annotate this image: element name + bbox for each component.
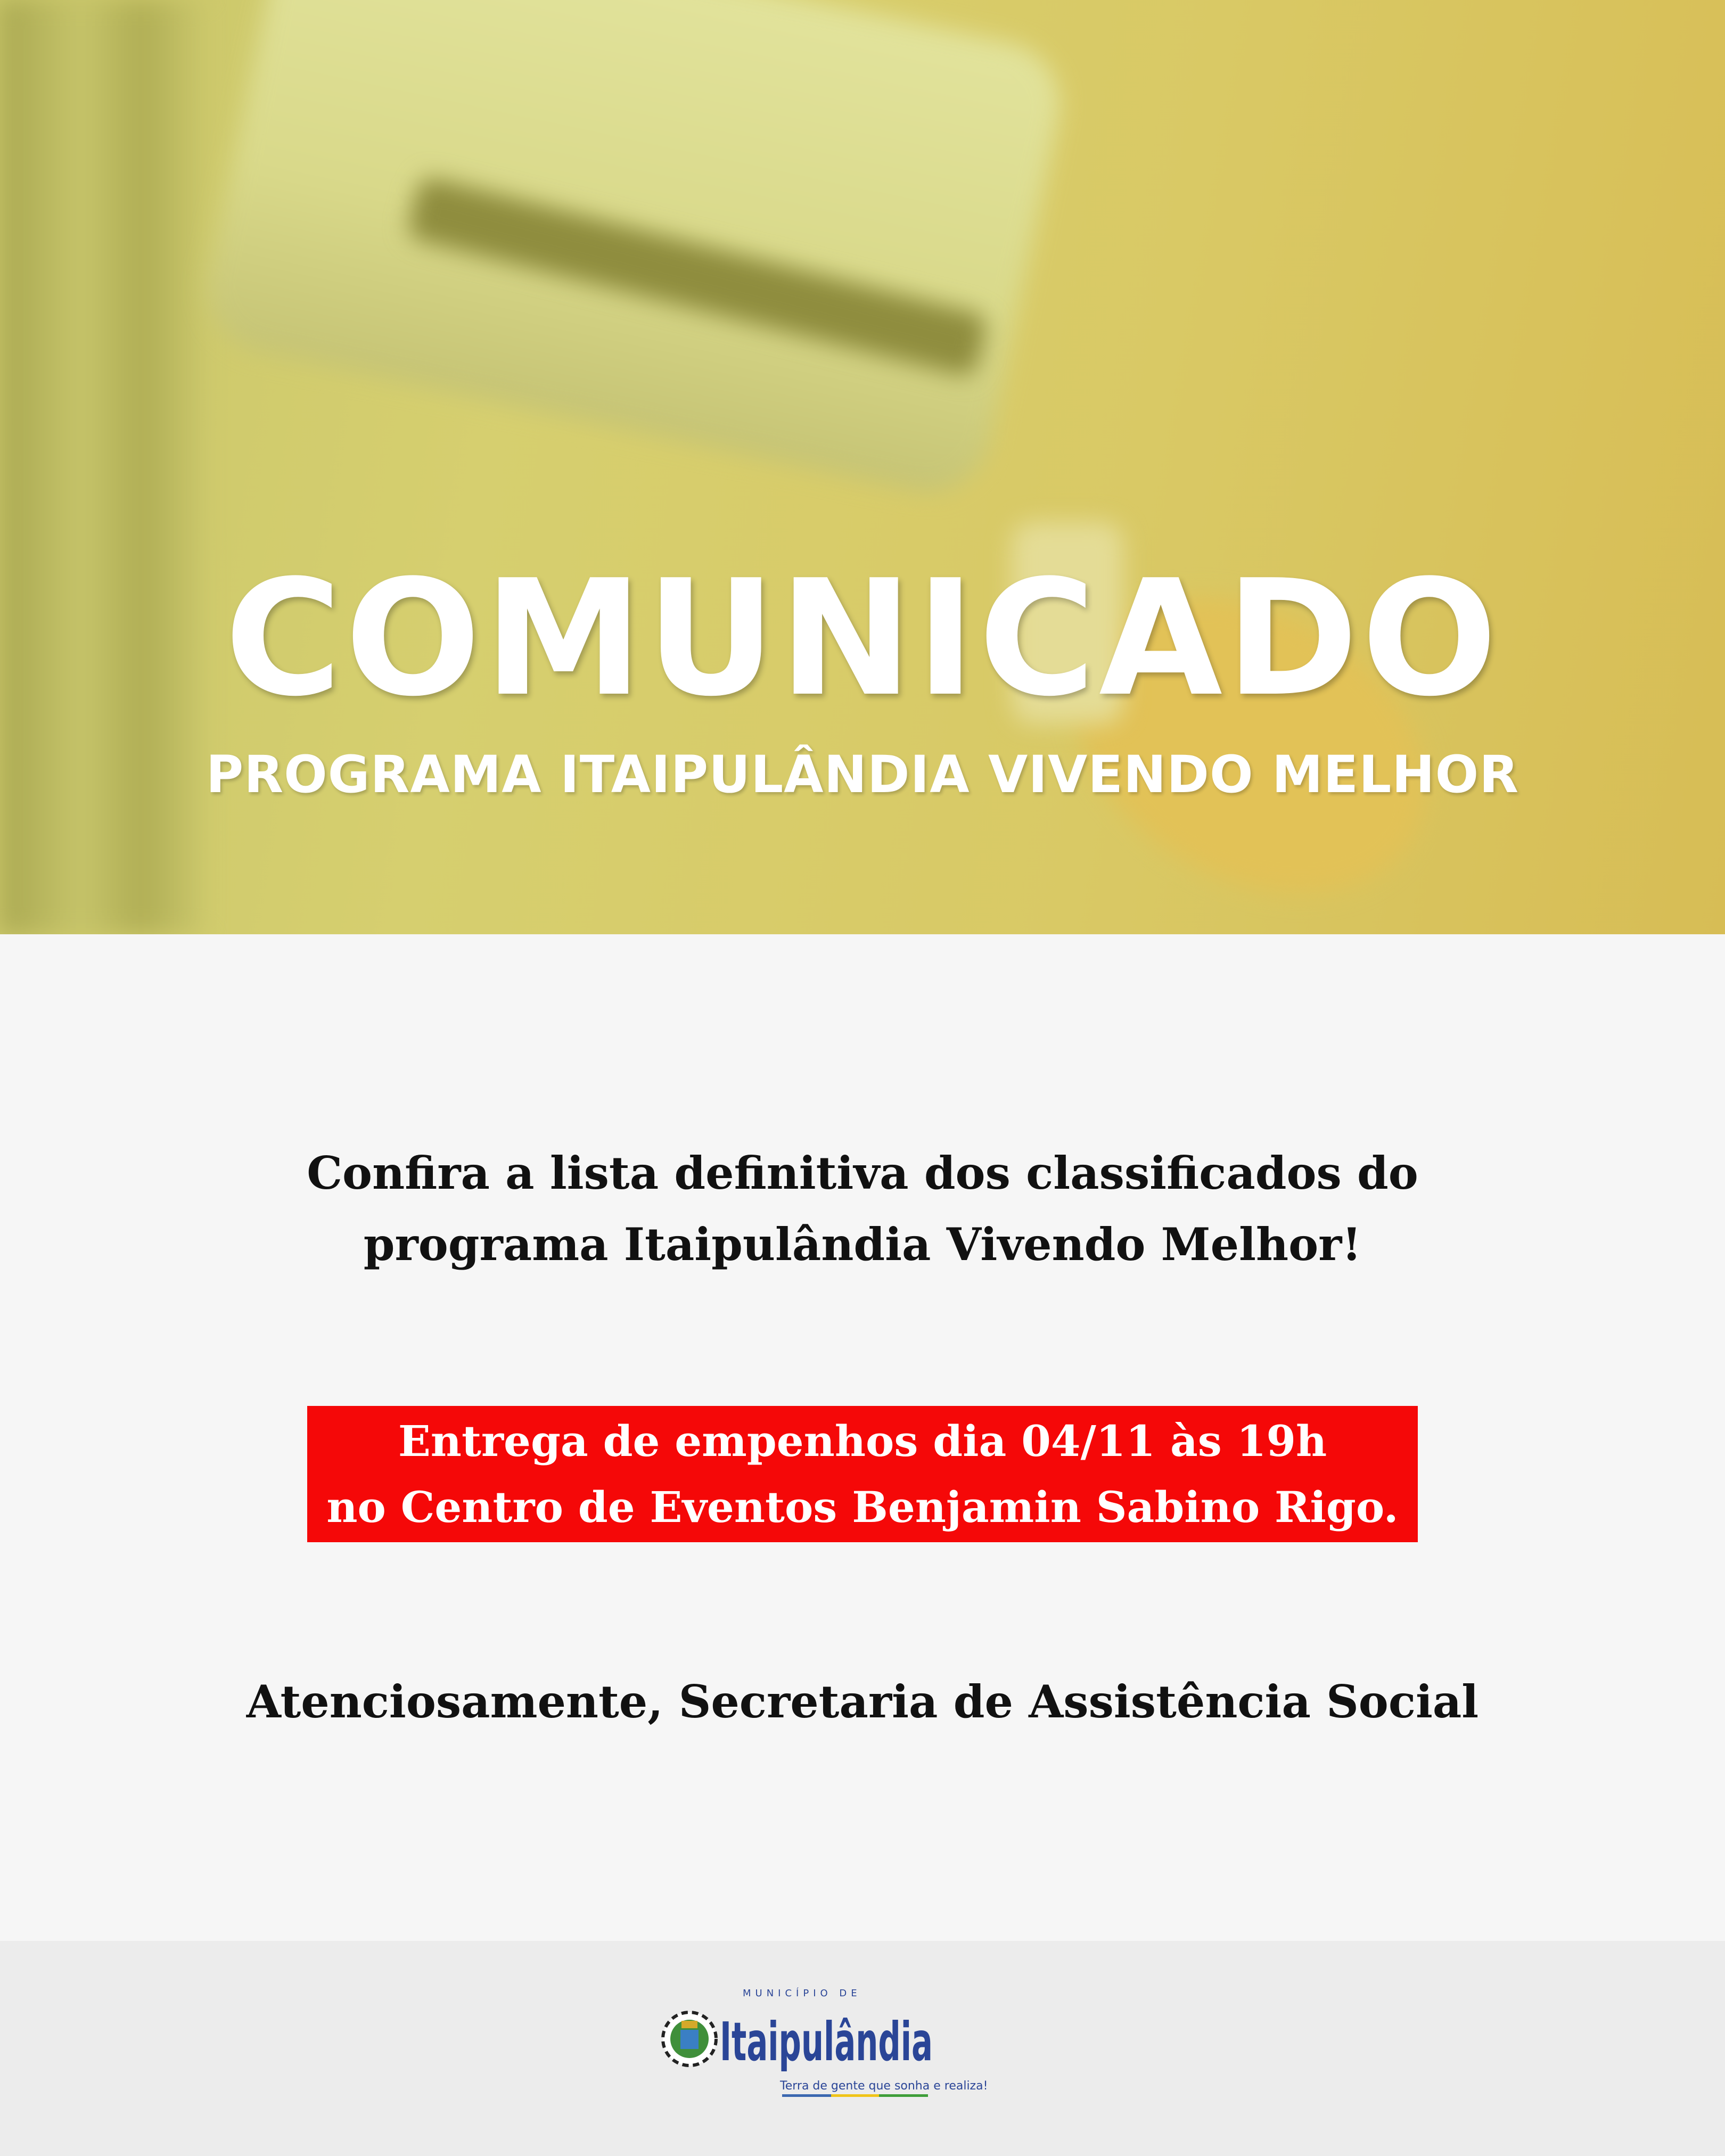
logo-stripe-yellow	[831, 2094, 879, 2097]
hero-banner	[0, 0, 1725, 934]
notice-line: no Centro de Eventos Benjamin Sabino Rigo.	[326, 1482, 1399, 1532]
page-title: COMUNICADO	[224, 546, 1501, 731]
logo-prefix: MUNICÍPIO DE	[743, 1988, 861, 1999]
delivery-notice-wrapper	[0, 1406, 1725, 1542]
signature: Atenciosamente, Secretaria de Assistência Social	[246, 1675, 1479, 1728]
intro-line: programa Itaipulândia Vivendo Melhor!	[363, 1218, 1362, 1271]
municipality-logo	[660, 1986, 1065, 2100]
logo-graphic	[660, 1986, 1065, 2100]
intro-text	[0, 1138, 1725, 1280]
program-subtitle: PROGRAMA ITAIPULÂNDIA VIVENDO MELHOR	[206, 745, 1519, 804]
logo-name: Itaipulândia	[720, 2011, 933, 2073]
logo-stripe-green	[879, 2094, 928, 2097]
notice-line: Entrega de empenhos dia 04/11 às 19h	[398, 1416, 1327, 1466]
logo-tagline: Terra de gente que sonha e realiza!	[780, 2079, 988, 2093]
intro-line: Confira a lista definitiva dos classificados do	[307, 1147, 1418, 1199]
logo-stripe-blue	[782, 2094, 831, 2097]
delivery-notice	[307, 1406, 1417, 1542]
coat-of-arms-icon	[663, 2012, 716, 2066]
